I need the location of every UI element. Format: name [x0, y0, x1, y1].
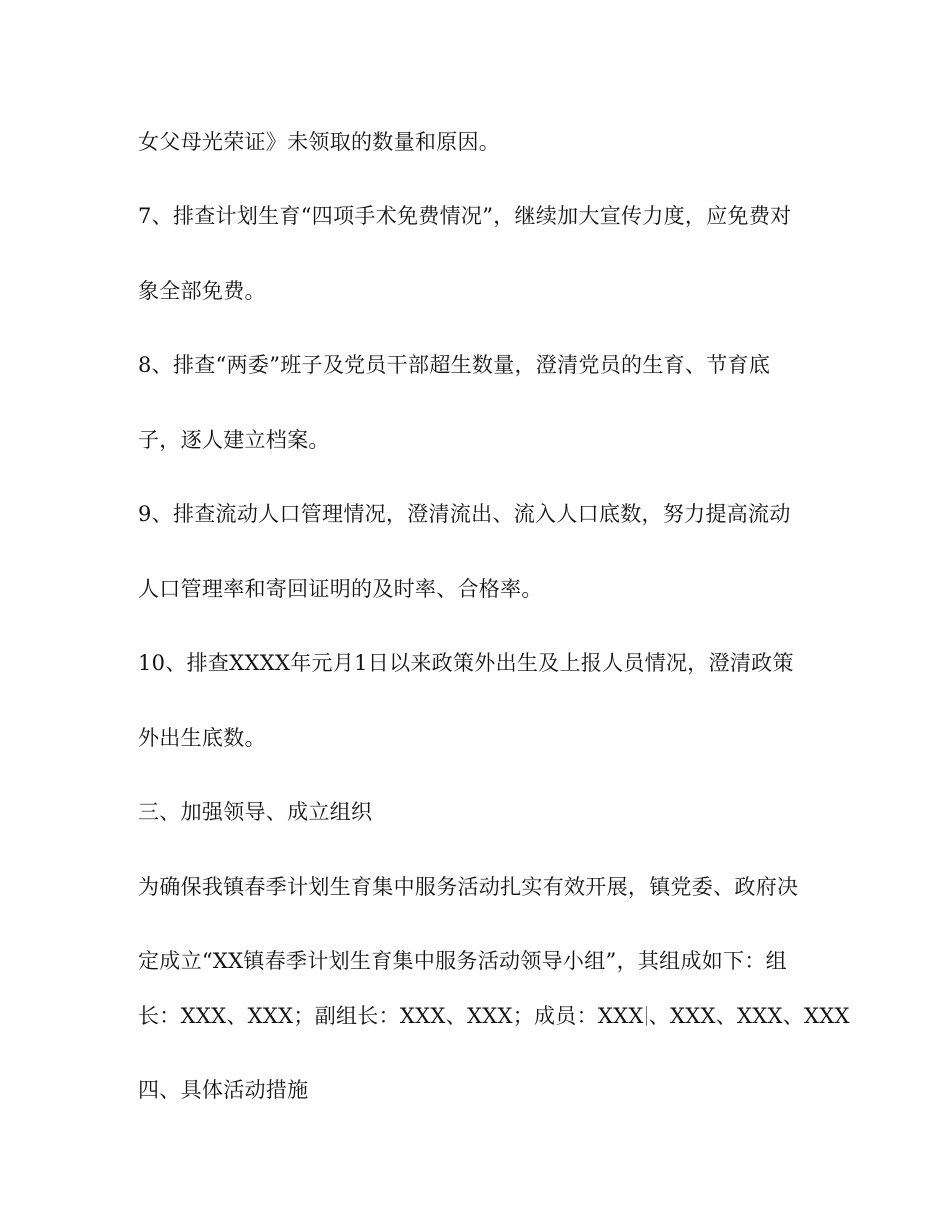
- text-cursor: [646, 1006, 647, 1026]
- paragraph-line: 子，逐人建立档案。: [138, 428, 330, 452]
- paragraph-line: 人口管理率和寄回证明的及时率、合格率。: [138, 577, 543, 601]
- paragraph-line: 为确保我镇春季计划生育集中服务活动扎实有效开展，镇党委、政府决: [138, 875, 799, 899]
- paragraph-line: 10、排查XXXX年元月1日以来政策外出生及上报人员情况，澄清政策: [138, 651, 794, 675]
- paragraph-line: 7、排查计划生育“四项手术免费情况”，继续加大宣传力度，应免费对: [138, 204, 792, 228]
- paragraph-line: 象全部免费。: [138, 279, 266, 303]
- paragraph-line: 定成立“XX镇春季计划生育集中服务活动领导小组”，其组成如下：组: [138, 949, 787, 973]
- paragraph-line: 外出生底数。: [138, 726, 266, 750]
- paragraph-line: 8、排查“两委”班子及党员干部超生数量，澄清党员的生育、节育底: [138, 353, 771, 377]
- members-text-before-cursor: 长：XXX、XXX；副组长：XXX、XXX；成员：XXX: [138, 1004, 644, 1028]
- members-line[interactable]: [138, 1001, 850, 1031]
- paragraph-line: 女父母光荣证》未领取的数量和原因。: [138, 130, 501, 154]
- members-text-after-cursor: 、XXX、XXX、XXX: [648, 1004, 850, 1028]
- section-heading: 四、具体活动措施: [138, 1078, 309, 1102]
- paragraph-line: 9、排查流动人口管理情况，澄清流出、流入人口底数，努力提高流动: [138, 502, 791, 526]
- section-heading: 三、加强领导、成立组织: [138, 800, 373, 824]
